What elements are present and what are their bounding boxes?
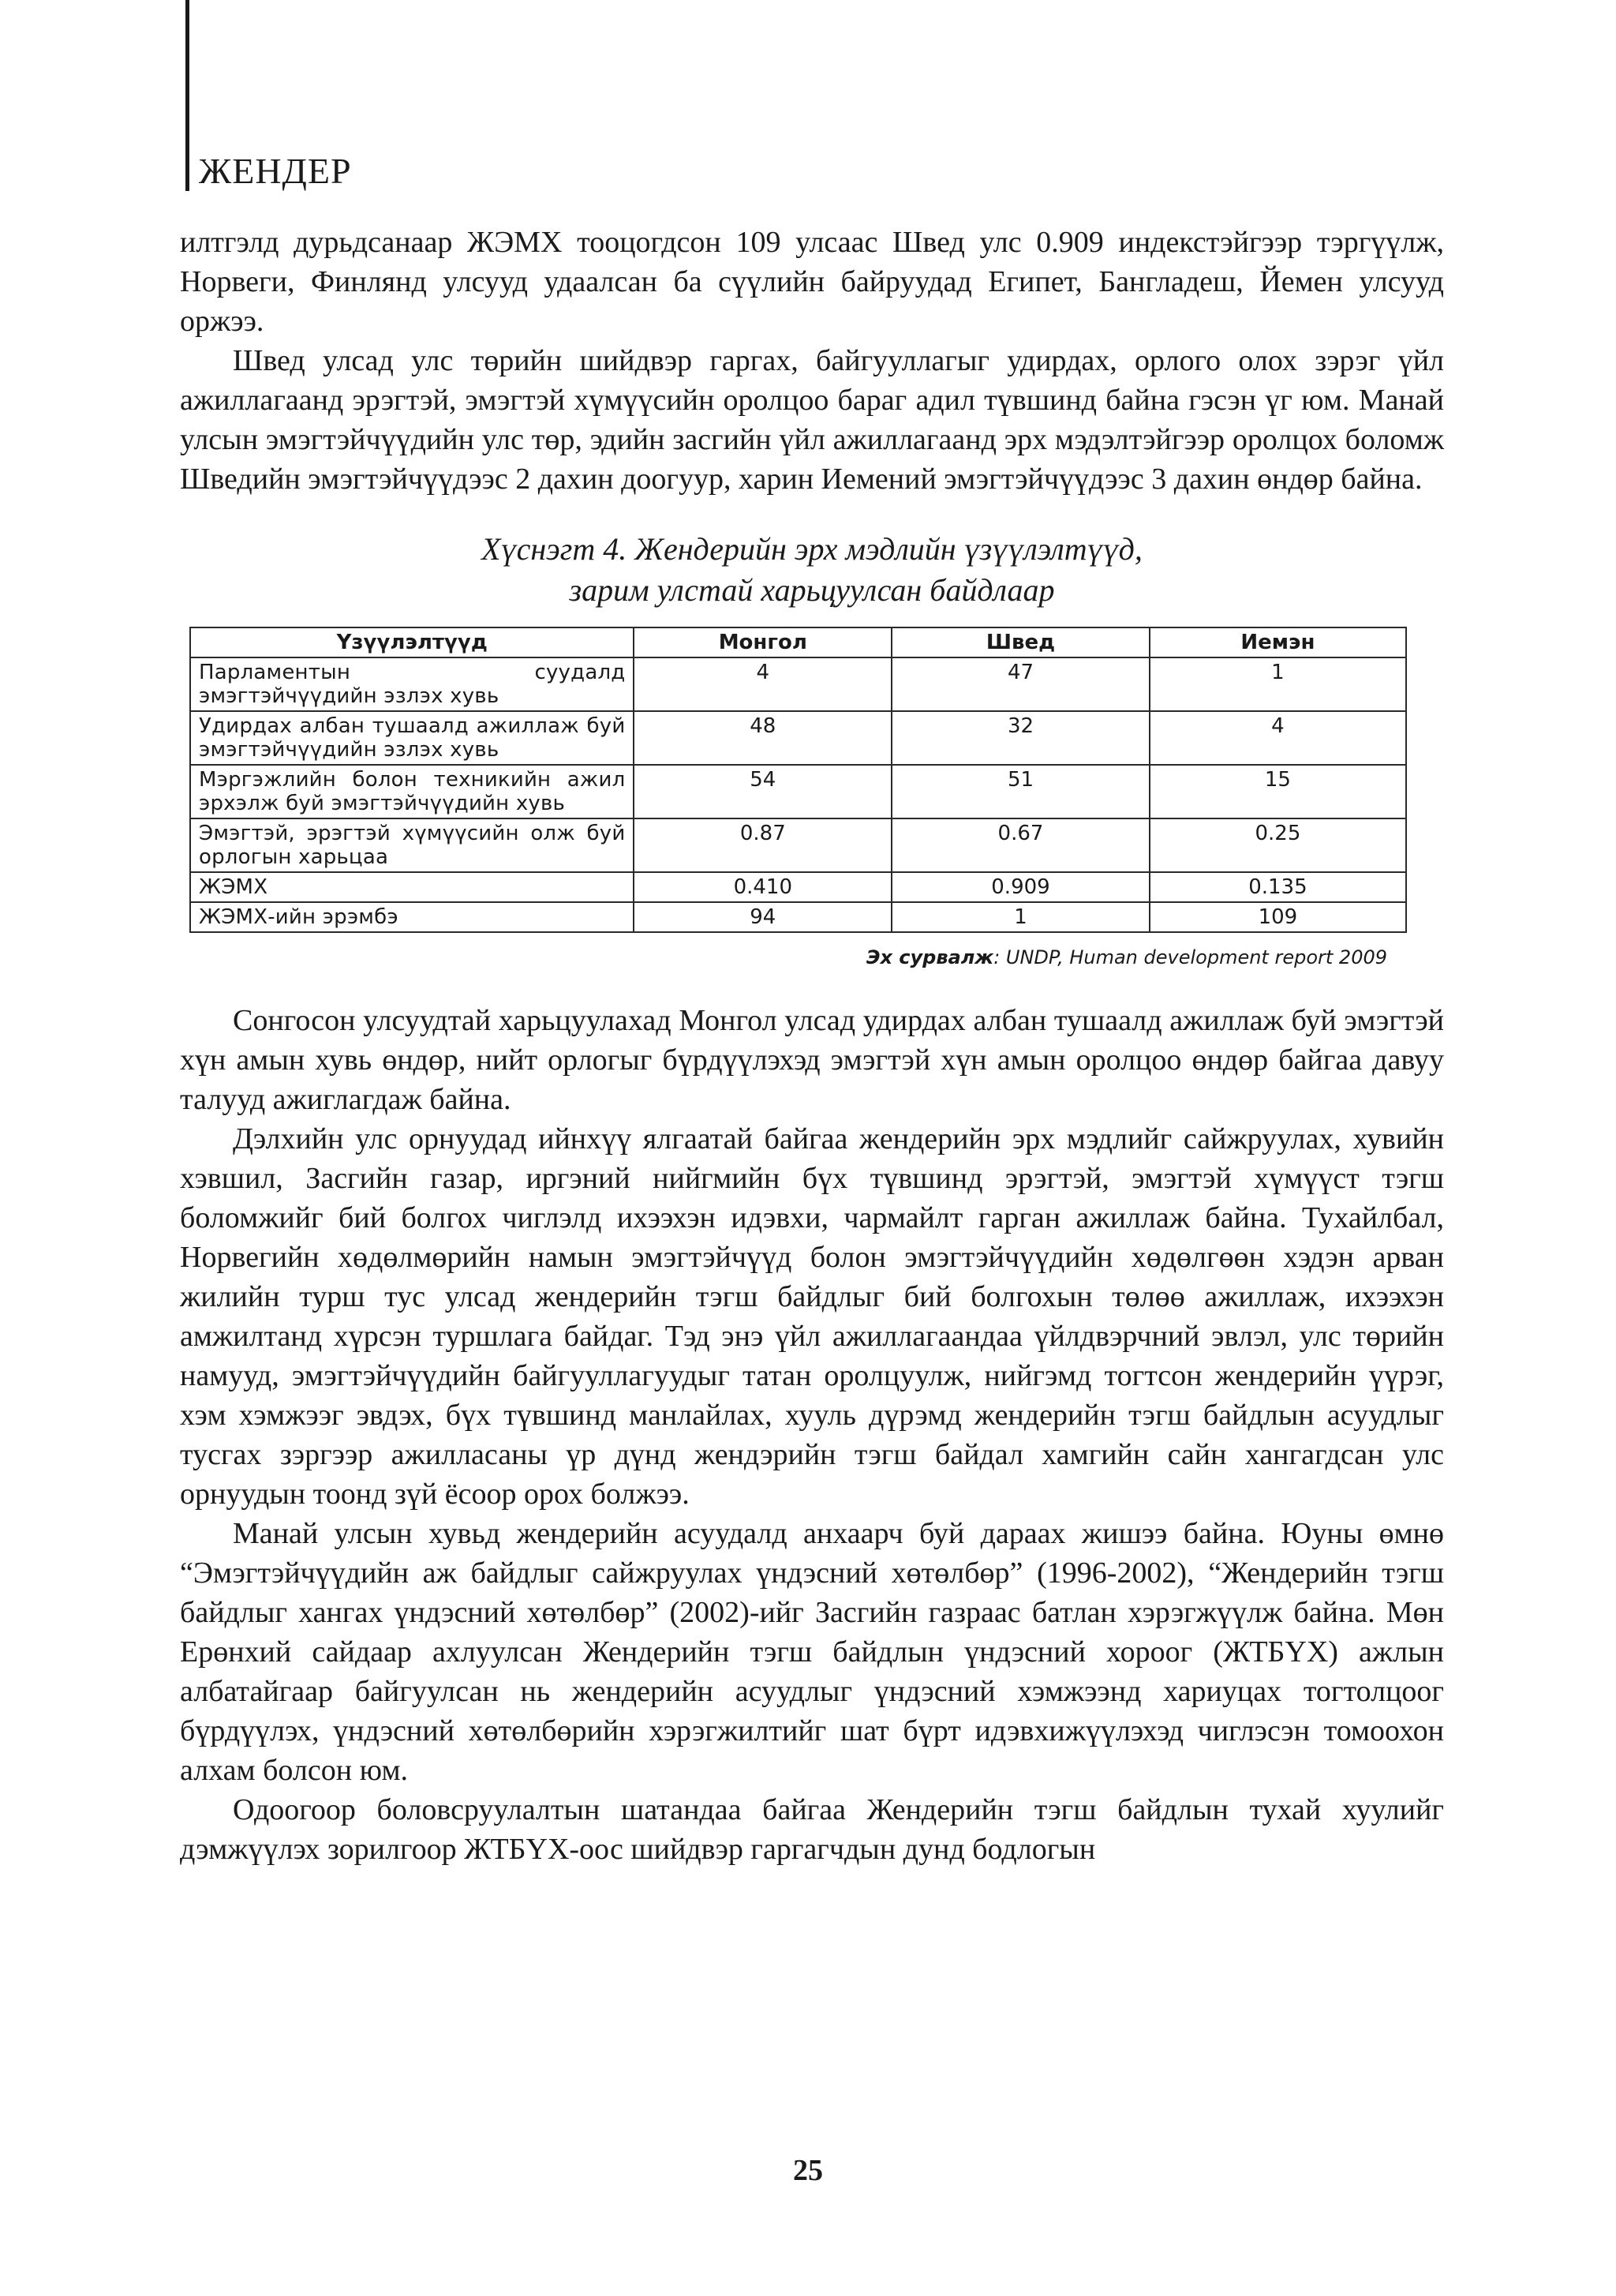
value-cell: 54 bbox=[634, 765, 892, 818]
header-rule bbox=[185, 0, 189, 191]
value-cell: 15 bbox=[1150, 765, 1406, 818]
source-label: Эх сурвалж bbox=[866, 946, 994, 968]
value-cell: 0.25 bbox=[1150, 818, 1406, 872]
value-cell: 1 bbox=[1150, 657, 1406, 711]
paragraph: Сонгосон улсуудтай харьцуулахад Монгол улсад удирдах албан тушаалд ажиллаж буй эмэгтэй хүн амын хувь өндөр, нийт орлогыг бүрдүүлэхэд эмэгтэй хүн амын оролцоо өндөр байгаа давуу талууд ажиглагдаж байна. bbox=[180, 1004, 1444, 1116]
paragraph: Манай улсын хувьд жендерийн асуудалд анхаарч буй дараах жишээ байна. Юуны өмнө “Эмэгтэйчүүдийн аж байдлыг сайжруулах үндэсний хөтөлбөр” (1996-2002), “Жендерийн тэгш байдлыг хангах үндэсний хөтөлбөр” (2002)-ийг Засгийн газраас батлан хэрэгжүүлж байна. Мөн Ерөнхий сайдаар ахлуулсан Жендерийн тэгш байдлын үндэсний хороог (ЖТБҮХ) ажлын албатайгаар байгуулсан нь жендерийн асуудлыг үндэсний хэмжээнд хариуцах тогтолцоог бүрдүүлэх, үндэсний хөтөлбөрийн хэрэгжилтийг шат бүрт идэвхижүүлэхэд чиглэсэн томоохон алхам болсон юм. bbox=[180, 1517, 1444, 1787]
table-row bbox=[190, 657, 1406, 711]
value-cell: 94 bbox=[634, 902, 892, 932]
value-cell: 0.135 bbox=[1150, 872, 1406, 902]
table-row bbox=[190, 872, 1406, 902]
indicator-cell: Удирдах албан тушаалд ажиллаж буй эмэгтэйчүүдийн эзлэх хувь bbox=[190, 711, 634, 765]
paragraph: Швед улсад улс төрийн шийдвэр гаргах, байгууллагыг удирдах, орлого олох зэрэг үйл ажиллагаанд эрэгтэй, эмэгтэй хүмүүсийн оролцоо бараг адил түвшинд байна гэсэн үг юм. Манай улсын эмэгтэйчүүдийн улс төр, эдийн засгийн үйл ажиллагаанд эрх мэдэлтэйгээр оролцох боломж Шведийн эмэгтэйчүүдээс 2 дахин доогуур, харин Иемений эмэгтэйчүүдээс 3 дахин өндөр байна. bbox=[180, 344, 1444, 496]
value-cell: 4 bbox=[634, 657, 892, 711]
page-content bbox=[180, 223, 1444, 1869]
value-cell: 0.909 bbox=[892, 872, 1150, 902]
source-text: : UNDP, Human development report 2009 bbox=[993, 946, 1387, 968]
caption-line: зарим улстай харьцуулсан байдлаар bbox=[569, 572, 1055, 608]
gender-empowerment-table bbox=[189, 627, 1407, 933]
column-header: Швед bbox=[892, 627, 1150, 657]
indicator-cell: Мэргэжлийн болон техникийн ажил эрхэлж буй эмэгтэйчүүдийн хувь bbox=[190, 765, 634, 818]
indicator-cell: Эмэгтэй, эрэгтэй хүмүүсийн олж буй орлогын харьцаа bbox=[190, 818, 634, 872]
value-cell: 47 bbox=[892, 657, 1150, 711]
indicator-cell: Парламентын суудалд эмэгтэйчүүдийн эзлэх хувь bbox=[190, 657, 634, 711]
value-cell: 48 bbox=[634, 711, 892, 765]
table-source bbox=[180, 938, 1387, 977]
value-cell: 109 bbox=[1150, 902, 1406, 932]
column-header: Үзүүлэлтүүд bbox=[190, 627, 634, 657]
value-cell: 0.87 bbox=[634, 818, 892, 872]
table-row bbox=[190, 818, 1406, 872]
indicator-cell: ЖЭМХ-ийн эрэмбэ bbox=[190, 902, 634, 932]
caption-line: Хүснэгт 4. Жендерийн эрх мэдлийн үзүүлэлтүүд, bbox=[481, 531, 1143, 567]
indicator-cell: ЖЭМХ bbox=[190, 872, 634, 902]
table-caption bbox=[180, 529, 1444, 611]
table-row bbox=[190, 711, 1406, 765]
column-header: Иемэн bbox=[1150, 627, 1406, 657]
table-row bbox=[190, 902, 1406, 932]
running-header: ЖЕНДЕР bbox=[199, 151, 352, 191]
value-cell: 51 bbox=[892, 765, 1150, 818]
table-row bbox=[190, 765, 1406, 818]
page-number: 25 bbox=[793, 2154, 823, 2187]
paragraph: Одоогоор боловсруулалтын шатандаа байгаа Жендерийн тэгш байдлын тухай хуулийг дэмжүүлэх зорилгоор ЖТБҮХ-оос шийдвэр гаргагчдын дунд бодлогын bbox=[180, 1793, 1444, 1866]
column-header: Монгол bbox=[634, 627, 892, 657]
value-cell: 0.67 bbox=[892, 818, 1150, 872]
value-cell: 0.410 bbox=[634, 872, 892, 902]
paragraph: Дэлхийн улс орнуудад ийнхүү ялгаатай байгаа жендерийн эрх мэдлийг сайжруулах, хувийн хэвшил, Засгийн газар, иргэний нийгмийн бүх түвшинд эрэгтэй, эмэгтэй хүмүүст тэгш боломжийг бий болгох чиглэлд ихээхэн идэвхи, чармайлт гарган ажиллаж байна. Тухайлбал, Норвегийн хөдөлмөрийн намын эмэгтэйчүүд болон эмэгтэйчүүдийн хөдөлгөөн хэдэн арван жилийн турш тус улсад жендерийн тэгш байдлыг бий болгохын төлөө ажиллаж, ихээхэн амжилтанд хүрсэн туршлага байдаг. Тэд энэ үйл ажиллагаандаа үйлдвэрчний эвлэл, улс төрийн намууд, эмэгтэйчүүдийн байгууллагуудыг татан оролцуулж, нийгэмд тогтсон жендерийн үүрэг, хэм хэмжээг эвдэх, бүх түвшинд манлайлах, хууль дүрэмд жендерийн тэгш байдлын асуудлыг тусгах зэргээр ажилласаны үр дүнд жендэрийн тэгш байдал хамгийн сайн хангагдсан улс орнуудын тоонд зүй ёсоор орох болжээ. bbox=[180, 1122, 1444, 1511]
table-header-row bbox=[190, 627, 1406, 657]
paragraph: илтгэлд дурьдсанаар ЖЭМХ тооцогдсон 109 улсаас Швед улс 0.909 индекстэйгээр тэргүүлж, Норвеги, Финлянд улсууд удаалсан ба сүүлийн байруудад Египет, Бангладеш, Йемен улсууд оржээ. bbox=[180, 226, 1444, 338]
value-cell: 32 bbox=[892, 711, 1150, 765]
value-cell: 4 bbox=[1150, 711, 1406, 765]
value-cell: 1 bbox=[892, 902, 1150, 932]
